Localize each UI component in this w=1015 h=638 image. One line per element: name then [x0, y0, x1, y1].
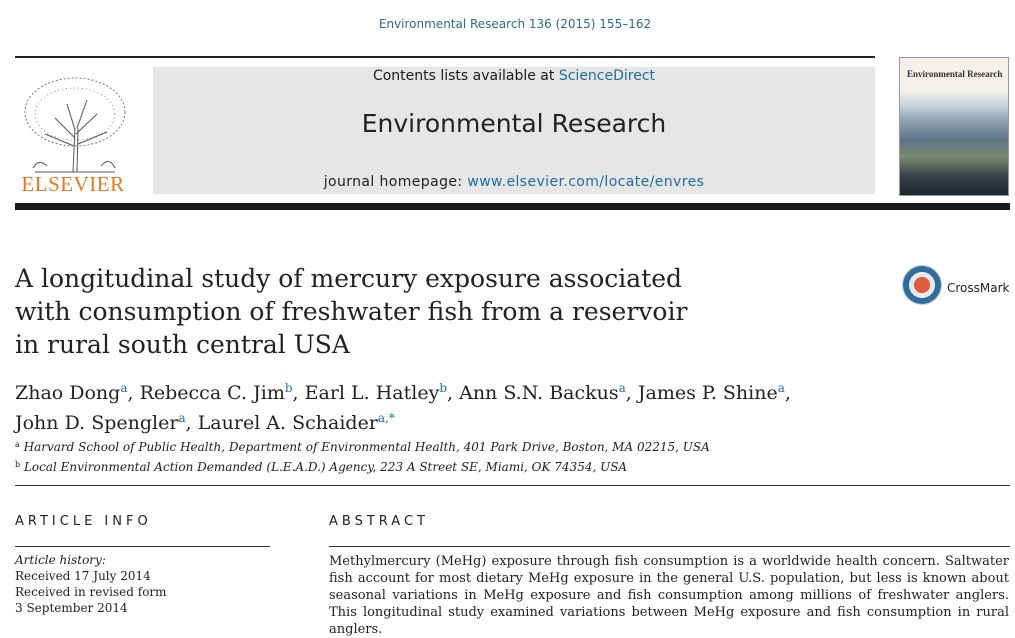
- crossmark-label: CrossMark: [947, 281, 1010, 295]
- author-name[interactable]: Earl L. Hatley: [304, 382, 440, 404]
- author-affiliation-mark[interactable]: b: [284, 381, 293, 395]
- author-separator: ,: [292, 382, 305, 404]
- crossmark-icon: [903, 266, 941, 304]
- author-affiliation-mark[interactable]: a,*: [377, 411, 395, 425]
- contents-available-line: [153, 67, 875, 85]
- history-received: Received 17 July 2014: [15, 569, 151, 583]
- author-separator: ,: [127, 382, 140, 404]
- affiliation-text: Local Environmental Action Demanded (L.E.A.D.) Agency, 223 A Street SE, Miami, OK 74354, USA: [23, 460, 628, 474]
- author-affiliation-mark[interactable]: a: [120, 381, 128, 395]
- abstract-rule: [329, 546, 1010, 547]
- crossmark-badge[interactable]: [903, 266, 1013, 308]
- article-title: [15, 262, 735, 361]
- journal-title: Environmental Research: [361, 109, 667, 138]
- article-info-rule: [15, 546, 270, 547]
- history-revised-date: 3 September 2014: [15, 601, 128, 615]
- affiliation-mark: b: [15, 460, 21, 469]
- author-name[interactable]: John D. Spengler: [15, 412, 179, 434]
- author-list: [15, 376, 1005, 436]
- author-name[interactable]: Rebecca C. Jim: [139, 382, 285, 404]
- affiliation-list: [15, 436, 1005, 476]
- journal-banner: [153, 67, 875, 194]
- article-title-line: A longitudinal study of mercury exposure associated: [15, 264, 683, 293]
- header-top-rule: [15, 56, 875, 58]
- section-divider: [15, 485, 1010, 486]
- author-line: [15, 406, 1005, 436]
- journal-cover-thumbnail[interactable]: [899, 57, 1009, 196]
- journal-homepage-link[interactable]: www.elsevier.com/locate/envres: [467, 174, 705, 190]
- contents-prefix: Contents lists available at: [372, 68, 555, 84]
- elsevier-wordmark: ELSEVIER: [21, 172, 125, 196]
- author-line: [15, 376, 1005, 406]
- history-revised-label: Received in revised form: [15, 585, 167, 599]
- author-affiliation-mark[interactable]: a: [178, 411, 186, 425]
- author-separator: ,: [447, 382, 460, 404]
- author-name[interactable]: James P. Shine: [637, 382, 778, 404]
- author-affiliation-mark[interactable]: a: [618, 381, 626, 395]
- journal-reference[interactable]: Environmental Research 136 (2015) 155–162: [378, 17, 652, 31]
- article-info-heading: ARTICLE INFO: [15, 514, 152, 529]
- affiliation-mark: a: [15, 440, 20, 449]
- header-bottom-rule: [15, 203, 1010, 210]
- author-affiliation-mark[interactable]: b: [439, 381, 447, 395]
- author-affiliation-mark[interactable]: a: [777, 381, 785, 395]
- author-separator: ,: [185, 412, 198, 434]
- affiliation-text: Harvard School of Public Health, Department of Environmental Health, 401 Park Drive, Boston, MA 02215, USA: [23, 440, 710, 454]
- article-title-line: with consumption of freshwater fish from a reservoir: [15, 297, 688, 326]
- author-name[interactable]: Ann S.N. Backus: [459, 382, 619, 404]
- journal-homepage-line: [153, 174, 875, 190]
- affiliation-item: [15, 456, 1005, 476]
- article-history: [15, 552, 285, 616]
- abstract-text: Methylmercury (MeHg) exposure through fish consumption is a worldwide health concern. Saltwater fish account for most dietary MeHg exposure in the general U.S. population, but less is known about seasonal variations in MeHg exposure and fish consumption among millions of freshwater anglers. This longitudinal study examined variations between MeHg exposure and fish consumption in rural anglers.: [329, 554, 1009, 637]
- author-separator: ,: [784, 382, 791, 404]
- author-name[interactable]: Laurel A. Schaider: [197, 412, 378, 434]
- abstract-heading: ABSTRACT: [329, 514, 429, 529]
- journal-header: [15, 56, 1010, 211]
- sciencedirect-link[interactable]: ScienceDirect: [558, 68, 656, 84]
- author-name[interactable]: Zhao Dong: [15, 382, 121, 404]
- homepage-label: journal homepage:: [323, 174, 463, 190]
- history-lead: Article history:: [15, 553, 106, 567]
- article-title-line: in rural south central USA: [15, 330, 350, 359]
- cover-title: Environmental Research: [907, 69, 1003, 79]
- author-separator: ,: [625, 382, 638, 404]
- affiliation-item: [15, 436, 1005, 456]
